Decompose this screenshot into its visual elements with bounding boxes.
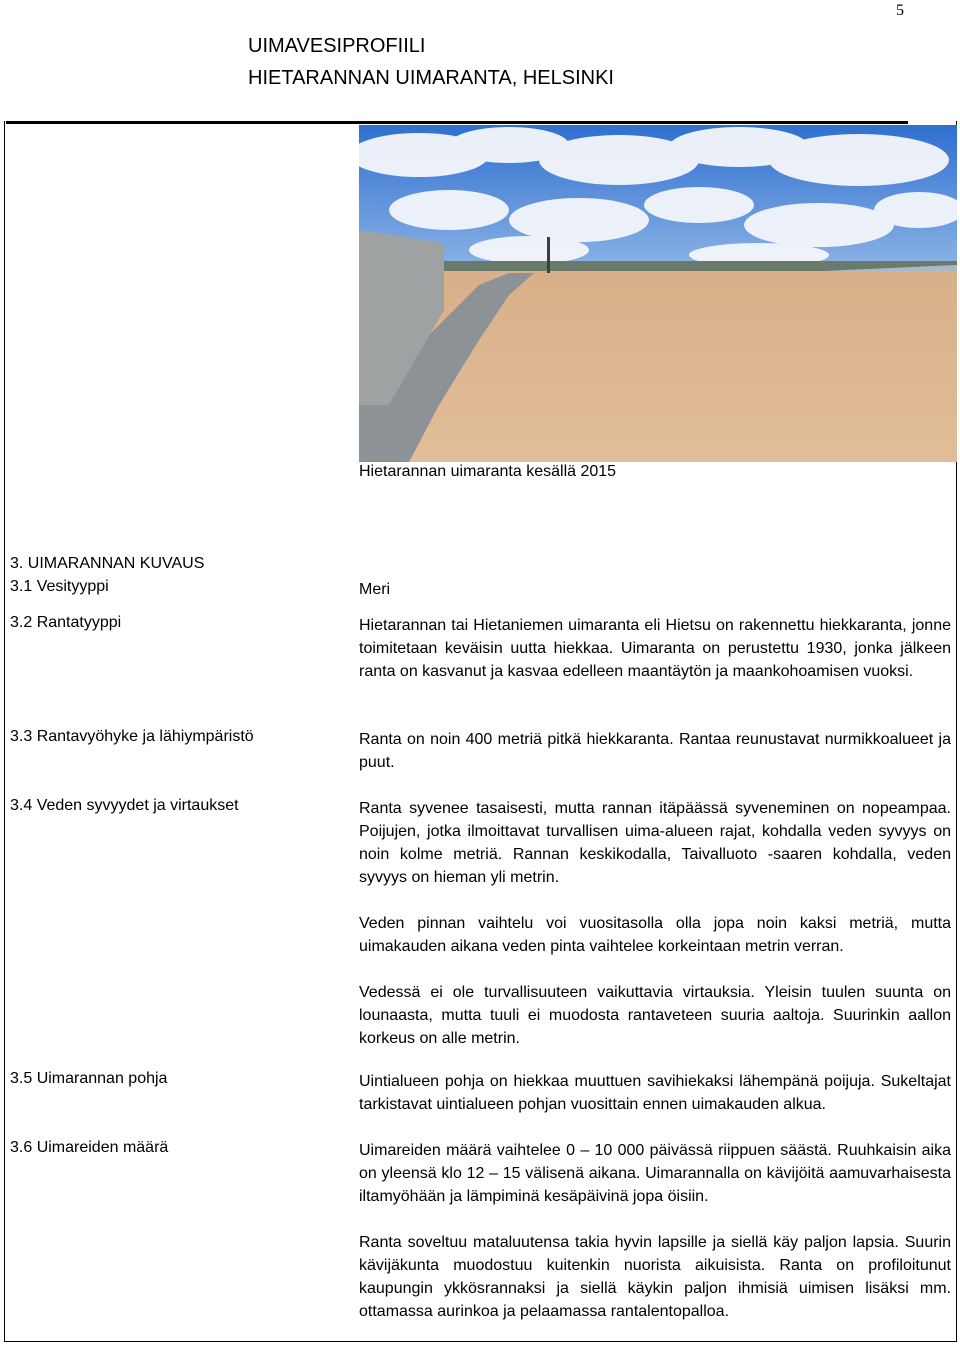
row-value (359, 578, 951, 601)
paragraph: Ranta soveltuu mataluutensa takia hyvin lapsille ja siellä käy paljon lapsia. Suurin kävijäkunta muodostuu kuitenkin nuorista aikuisista. Ranta on profiloitunut kaupungin ykkösrannaksi ja siellä käykin paljon ihmisiä uimisen lisäksi mm. ottamassa aurinkoa ja pelaamassa rantalentopalloa. (359, 1234, 951, 1320)
paragraph: Ranta syvenee tasaisesti, mutta rannan itäpäässä syveneminen on nopeampaa. Poijujen, jotka ilmoittavat turvallisen uima-alueen rajat, kohdalla veden syvyys on noin kolme metriä. Rannan keskikodalla, Taivalluoto -saaren kohdalla, veden syvyys on hieman yli metrin. (359, 800, 951, 886)
row-label: 3.1 Vesityyppi (10, 578, 109, 595)
section-title: 3. UIMARANNAN KUVAUS (10, 555, 205, 572)
paragraph: Uimareiden määrä vaihtelee 0 – 10 000 päivässä riippuen säästä. Ruuhkaisin aika on yleensä klo 12 – 15 välisenä aikana. Uimarannalla on kävijöitä aamuvarhaisesta iltamyöhään ja lämpiminä kesäpäivinä jopa öisiin. (359, 1142, 951, 1205)
row-value (359, 1139, 951, 1323)
row-label: 3.5 Uimarannan pohja (10, 1070, 168, 1087)
lamp-post (547, 237, 550, 273)
paragraph: Ranta on noin 400 metriä pitkä hiekkaranta. Rantaa reunustavat nurmikkoalueet ja puut. (359, 731, 951, 771)
paragraph: Meri (359, 581, 391, 598)
paragraph: Vedessä ei ole turvallisuuteen vaikuttavia virtauksia. Yleisin tuulen suunta on lounaasta, mutta tuuli ei muodosta rantaveteen suuria aaltoja. Suurinkin aallon korkeus on alle metrin. (359, 984, 951, 1047)
row-value (359, 614, 951, 683)
row-label: 3.3 Rantavyöhyke ja lähiympäristö (10, 728, 254, 745)
header-subtitle: HIETARANNAN UIMARANTA, HELSINKI (248, 67, 614, 89)
page-number: 5 (896, 2, 904, 19)
beach-photo (359, 125, 957, 462)
photo-caption: Hietarannan uimaranta kesällä 2015 (359, 463, 617, 480)
row-label: 3.6 Uimareiden määrä (10, 1139, 169, 1156)
row-label: 3.2 Rantatyyppi (10, 614, 122, 631)
row-value (359, 1070, 951, 1116)
header-title: UIMAVESIPROFIILI (248, 35, 426, 57)
document-header (248, 30, 614, 94)
row-value (359, 728, 951, 774)
row-label: 3.4 Veden syvyydet ja virtaukset (10, 797, 239, 814)
paragraph: Hietarannan tai Hietaniemen uimaranta eli Hietsu on rakennettu hiekkaranta, jonne toimitetaan keväisin uutta hiekkaa. Uimaranta on perustettu 1930, jonka jälkeen ranta on kasvanut ja kasvaa edelleen maantäytön ja maankohoamisen vuoksi. (359, 617, 951, 680)
paragraph: Veden pinnan vaihtelu voi vuositasolla olla jopa noin kaksi metriä, mutta uimakauden aikana veden pinta vaihtelee korkeintaan metrin verran. (359, 915, 951, 955)
row-value (359, 797, 951, 1050)
beach-photo-illustration (359, 125, 957, 462)
paragraph: Uintialueen pohja on hiekkaa muuttuen savihiekaksi lähempänä poijuja. Sukeltajat tarkistavat uintialueen pohjan vuosittain ennen uimakauden alkua. (359, 1073, 951, 1113)
